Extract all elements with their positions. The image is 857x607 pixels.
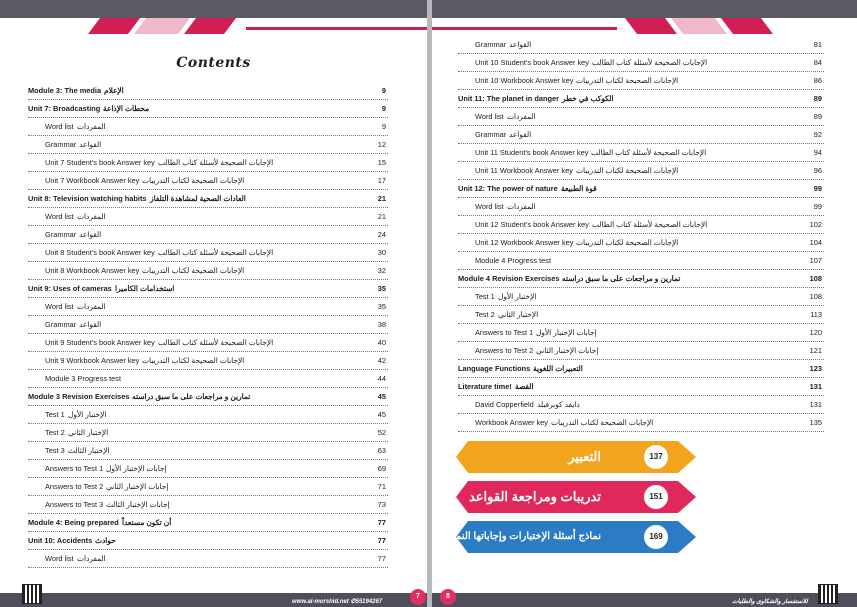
toc-entry-page: 135: [809, 418, 822, 427]
toc-entry-row: [458, 252, 824, 270]
toc-entry-page: 17: [377, 176, 386, 185]
toc-entry-arabic: إجابات الإختبار الأول: [106, 464, 167, 473]
toc-entry-arabic: أن تكون مستعداً: [122, 518, 172, 527]
toc-entry-title: Unit 9: Uses of cameras: [28, 284, 112, 293]
toc-entry-title: Word list: [45, 212, 74, 221]
left-qr-code: [22, 584, 42, 604]
toc-entry-arabic: الإختبار الأول: [498, 292, 537, 301]
toc-entry-page: 15: [377, 158, 386, 167]
toc-entry-arabic: إجابات الإختبار الثاني: [536, 346, 599, 355]
toc-entry-page: 123: [809, 364, 822, 373]
toc-entry-arabic: الإجابات الصحيحة لكتاب التدريبات: [576, 238, 679, 247]
right-header-stripes: [432, 0, 857, 36]
toc-entry-arabic: الإجابات الصحيحة لكتاب التدريبات: [551, 418, 654, 427]
toc-entry-row: [458, 198, 824, 216]
toc-entry-title: Workbook Answer key: [475, 418, 548, 427]
arrow-page-badge: 137: [644, 445, 668, 469]
toc-unit-row: [458, 180, 824, 198]
toc-entry-page: 131: [809, 382, 822, 391]
toc-entry-arabic: المفردات: [77, 122, 106, 131]
toc-entry-row: [28, 496, 388, 514]
toc-entry-arabic: قوة الطبيعة: [561, 184, 597, 193]
toc-entry-page: 121: [809, 346, 822, 355]
toc-entry-title: Literature time!: [458, 382, 512, 391]
toc-unit-row: [458, 378, 824, 396]
toc-entry-arabic: إجابات الإختبار الأول: [536, 328, 597, 337]
toc-entry-row: [28, 370, 388, 388]
contents-title: Contents: [176, 55, 251, 71]
toc-entry-title: Test 3: [45, 446, 65, 455]
toc-entry-row: [458, 396, 824, 414]
toc-entry-row: [28, 316, 388, 334]
toc-entry-row: [458, 126, 824, 144]
left-header-stripes: [0, 0, 427, 36]
toc-entry-arabic: القواعد: [79, 320, 102, 329]
toc-entry-page: 52: [377, 428, 386, 437]
toc-entry-page: 73: [377, 500, 386, 509]
toc-entry-arabic: حوادث: [95, 536, 116, 545]
toc-entry-page: 107: [809, 256, 822, 265]
toc-entry-arabic: الإجابات الصحيحة لكتاب التدريبات: [142, 356, 245, 365]
section-arrow: [432, 521, 696, 553]
toc-entry-page: 96: [813, 166, 822, 175]
toc-entry-title: Unit 12: The power of nature: [458, 184, 558, 193]
toc-entry-page: 21: [377, 194, 386, 203]
toc-entry-title: Grammar: [45, 140, 77, 149]
toc-entry-page: 45: [377, 392, 386, 401]
toc-entry-title: Language Functions: [458, 364, 531, 373]
toc-entry-page: 9: [381, 86, 386, 95]
toc-entry-arabic: الإجابات الصحيحة لأسئلة كتاب الطالب: [158, 158, 274, 167]
toc-entry-page: 35: [377, 284, 386, 293]
toc-entry-title: Test 2: [45, 428, 65, 437]
toc-entry-arabic: الإجابات الصحيحة لأسئلة كتاب الطالب: [591, 148, 707, 157]
toc-entry-page: 9: [381, 104, 386, 113]
left-page-number: 7: [410, 589, 426, 605]
toc-entry-page: 24: [377, 230, 386, 239]
toc-entry-page: 94: [813, 148, 822, 157]
toc-entry-title: Unit 8: Television watching habits: [28, 194, 147, 203]
toc-entry-arabic: الإجابات الصحيحة لأسئلة كتاب الطالب: [158, 338, 274, 347]
toc-entry-title: Module 3: The media: [28, 86, 102, 95]
toc-entry-row: [458, 108, 824, 126]
toc-entry-row: [28, 406, 388, 424]
toc-entry-row: [458, 306, 824, 324]
toc-entry-page: 69: [377, 464, 386, 473]
toc-entry-page: 108: [809, 274, 822, 283]
toc-entry-page: 12: [377, 140, 386, 149]
toc-entry-title: Unit 11 Student's book Answer key: [475, 148, 589, 157]
toc-entry-title: Unit 11: The planet in danger: [458, 94, 560, 103]
toc-entry-row: [458, 162, 824, 180]
toc-entry-title: Word list: [45, 122, 74, 131]
toc-entry-page: 120: [809, 328, 822, 337]
toc-entry-arabic: الإجابات الصحيحة لأسئلة كتاب الطالب: [592, 220, 708, 229]
toc-entry-title: Unit 9 Workbook Answer key: [45, 356, 140, 365]
arrow-label: نماذج أسئلة الإختبارات وإجاباتها النموذجية: [432, 531, 601, 542]
left-page: [0, 0, 427, 607]
toc-entry-row: [28, 172, 388, 190]
toc-entry-page: 84: [813, 58, 822, 67]
toc-entry-page: 104: [809, 238, 822, 247]
toc-entry-page: 38: [377, 320, 386, 329]
toc-entry-title: Unit 12 Workbook Answer key: [475, 238, 574, 247]
toc-entry-title: Answers to Test 1: [45, 464, 104, 473]
arrow-page-badge: 169: [644, 525, 668, 549]
toc-unit-row: [28, 280, 388, 298]
toc-entry-row: [458, 288, 824, 306]
arrow-page-badge: 151: [644, 485, 668, 509]
toc-entry-page: 71: [377, 482, 386, 491]
footer-site-url: www.al-morshid.net: [292, 599, 349, 605]
toc-entry-arabic: استخدامات الكاميرا: [115, 284, 175, 293]
toc-entry-title: Test 1: [475, 292, 495, 301]
toc-entry-page: 77: [377, 518, 386, 527]
toc-entry-arabic: الإجابات الصحيحة لكتاب التدريبات: [576, 76, 679, 85]
toc-entry-page: 99: [813, 184, 822, 193]
toc-entry-title: Word list: [475, 202, 504, 211]
toc-entry-title: Grammar: [475, 130, 507, 139]
toc-entry-title: Module 4 Progress test: [475, 256, 551, 265]
toc-entry-row: [28, 244, 388, 262]
toc-entry-row: [458, 72, 824, 90]
footer-tagline: للاستفسار والشكاوى والطلبات: [732, 599, 808, 605]
toc-entry-title: Word list: [475, 112, 504, 121]
toc-entry-arabic: إجابات الإختبار الثاني: [106, 482, 169, 491]
toc-entry-row: [28, 118, 388, 136]
toc-entry-title: Unit 8 Student's book Answer key: [45, 248, 155, 257]
toc-entry-row: [458, 414, 824, 432]
arrow-label: التعبير: [568, 449, 601, 464]
toc-entry-page: 45: [377, 410, 386, 419]
toc-entry-page: 21: [377, 212, 386, 221]
toc-entry-row: [458, 324, 824, 342]
right-toc-list: [458, 36, 824, 432]
toc-entry-arabic: القواعد: [509, 40, 532, 49]
phone-icon: ✆: [350, 599, 356, 605]
toc-entry-row: [28, 298, 388, 316]
toc-entry-arabic: الإجابات الصحيحة لكتاب التدريبات: [576, 166, 679, 175]
toc-entry-title: David Copperfield: [475, 400, 534, 409]
toc-entry-title: Unit 7: Broadcasting: [28, 104, 101, 113]
toc-entry-page: 35: [377, 302, 386, 311]
toc-entry-page: 89: [813, 112, 822, 121]
toc-entry-arabic: دايفد كوبرفيلد: [537, 400, 580, 409]
toc-entry-row: [458, 54, 824, 72]
toc-entry-arabic: القصة: [515, 382, 534, 391]
toc-entry-page: 42: [377, 356, 386, 365]
toc-entry-page: 40: [377, 338, 386, 347]
toc-entry-arabic: التعبيرات اللغوية: [533, 364, 583, 373]
toc-entry-arabic: العادات الصحية لمشاهدة التلفاز: [150, 194, 246, 203]
toc-entry-title: Answers to Test 2: [475, 346, 534, 355]
toc-entry-title: Test 2: [475, 310, 495, 319]
arrow-label: تدريبات ومراجعة القواعد: [468, 489, 601, 504]
toc-unit-row: [28, 190, 388, 208]
toc-entry-arabic: الإجابات الصحيحة لأسئلة كتاب الطالب: [592, 58, 708, 67]
toc-unit-row: [458, 360, 824, 378]
toc-entry-title: Unit 10: Accidents: [28, 536, 93, 545]
section-arrow: [456, 481, 696, 513]
toc-entry-arabic: الإختبار الأول: [68, 410, 107, 419]
section-arrow: [456, 441, 696, 473]
toc-unit-row: [28, 100, 388, 118]
toc-entry-row: [458, 234, 824, 252]
toc-entry-page: 63: [377, 446, 386, 455]
toc-entry-page: 92: [813, 130, 822, 139]
toc-entry-title: Unit 10 Workbook Answer key: [475, 76, 574, 85]
toc-entry-page: 108: [809, 292, 822, 301]
toc-entry-arabic: تمارين و مراجعات على ما سبق دراسته: [562, 274, 681, 283]
toc-entry-page: 102: [809, 220, 822, 229]
toc-entry-row: [28, 550, 388, 568]
left-toc-list: [28, 82, 388, 568]
toc-entry-arabic: المفردات: [507, 202, 536, 211]
toc-entry-title: Unit 7 Workbook Answer key: [45, 176, 140, 185]
toc-entry-row: [28, 208, 388, 226]
toc-entry-arabic: المفردات: [507, 112, 536, 121]
toc-entry-arabic: القواعد: [79, 230, 102, 239]
toc-entry-title: Answers to Test 1: [475, 328, 534, 337]
toc-entry-page: 77: [377, 536, 386, 545]
toc-entry-page: 9: [381, 122, 386, 131]
toc-entry-arabic: الكوكب في خطر: [562, 94, 614, 103]
toc-unit-row: [458, 90, 824, 108]
toc-entry-title: Unit 11 Workbook Answer key: [475, 166, 573, 175]
toc-entry-title: Unit 10 Student's book Answer key: [475, 58, 589, 67]
toc-entry-row: [458, 36, 824, 54]
toc-entry-row: [28, 460, 388, 478]
right-page-number: 8: [440, 589, 456, 605]
toc-entry-page: 113: [810, 310, 822, 319]
toc-entry-page: 77: [377, 554, 386, 563]
toc-entry-arabic: الإختبار الثاني: [498, 310, 539, 319]
toc-entry-arabic: الإختبار الثاني: [68, 428, 109, 437]
toc-entry-title: Grammar: [45, 320, 77, 329]
toc-entry-title: Module 4: Being prepared: [28, 518, 119, 527]
toc-entry-title: Grammar: [475, 40, 507, 49]
toc-entry-title: Answers to Test 3: [45, 500, 104, 509]
right-qr-code: [818, 584, 838, 604]
toc-entry-page: 44: [377, 374, 386, 383]
toc-entry-title: Unit 7 Student's book Answer key: [45, 158, 155, 167]
toc-entry-row: [28, 262, 388, 280]
toc-entry-arabic: الإجابات الصحيحة لأسئلة كتاب الطالب: [158, 248, 274, 257]
footer-site: [292, 598, 382, 605]
toc-unit-row: [458, 270, 824, 288]
toc-entry-arabic: تمارين و مراجعات على ما سبق دراسته: [132, 392, 251, 401]
toc-entry-arabic: الإعلام: [104, 86, 124, 95]
toc-unit-row: [28, 82, 388, 100]
toc-entry-row: [28, 424, 388, 442]
toc-entry-arabic: الإختبار الثالث: [68, 446, 110, 455]
toc-entry-title: Word list: [45, 302, 74, 311]
toc-entry-page: 99: [813, 202, 822, 211]
toc-entry-title: Test 1: [45, 410, 65, 419]
toc-entry-arabic: القواعد: [79, 140, 102, 149]
toc-unit-row: [28, 532, 388, 550]
toc-entry-row: [28, 352, 388, 370]
toc-entry-page: 81: [813, 40, 822, 49]
toc-unit-row: [28, 388, 388, 406]
toc-entry-arabic: المفردات: [77, 302, 106, 311]
right-page: [432, 0, 857, 607]
toc-entry-page: 131: [809, 400, 822, 409]
footer-phone: 55194267: [355, 599, 383, 605]
toc-entry-title: Unit 12 Student's book Answer key: [475, 220, 589, 229]
toc-unit-row: [28, 514, 388, 532]
toc-entry-row: [28, 136, 388, 154]
toc-entry-row: [28, 442, 388, 460]
toc-entry-title: Module 4 Revision Exercises: [458, 274, 560, 283]
toc-entry-title: Unit 8 Workbook Answer key: [45, 266, 140, 275]
toc-entry-row: [28, 334, 388, 352]
toc-entry-page: 89: [813, 94, 822, 103]
toc-entry-row: [458, 144, 824, 162]
toc-entry-arabic: القواعد: [509, 130, 532, 139]
toc-entry-title: Unit 9 Student's book Answer key: [45, 338, 155, 347]
toc-entry-arabic: الإجابات الصحيحة لكتاب التدريبات: [142, 176, 245, 185]
toc-entry-arabic: محطات الإذاعة: [103, 104, 150, 113]
toc-entry-title: Module 3 Progress test: [45, 374, 121, 383]
toc-entry-row: [28, 478, 388, 496]
toc-entry-arabic: المفردات: [77, 212, 106, 221]
toc-entry-title: Grammar: [45, 230, 77, 239]
toc-entry-title: Word list: [45, 554, 74, 563]
toc-entry-row: [458, 216, 824, 234]
toc-entry-page: 86: [813, 76, 822, 85]
toc-entry-arabic: إجابات الإختبار الثالث: [106, 500, 170, 509]
toc-entry-arabic: الإجابات الصحيحة لكتاب التدريبات: [142, 266, 245, 275]
toc-entry-page: 30: [377, 248, 386, 257]
toc-entry-title: Answers to Test 2: [45, 482, 104, 491]
toc-entry-arabic: المفردات: [77, 554, 106, 563]
toc-entry-row: [28, 154, 388, 172]
toc-entry-row: [28, 226, 388, 244]
toc-entry-page: 32: [377, 266, 386, 275]
toc-entry-title: Module 3 Revision Exercises: [28, 392, 130, 401]
toc-entry-row: [458, 342, 824, 360]
